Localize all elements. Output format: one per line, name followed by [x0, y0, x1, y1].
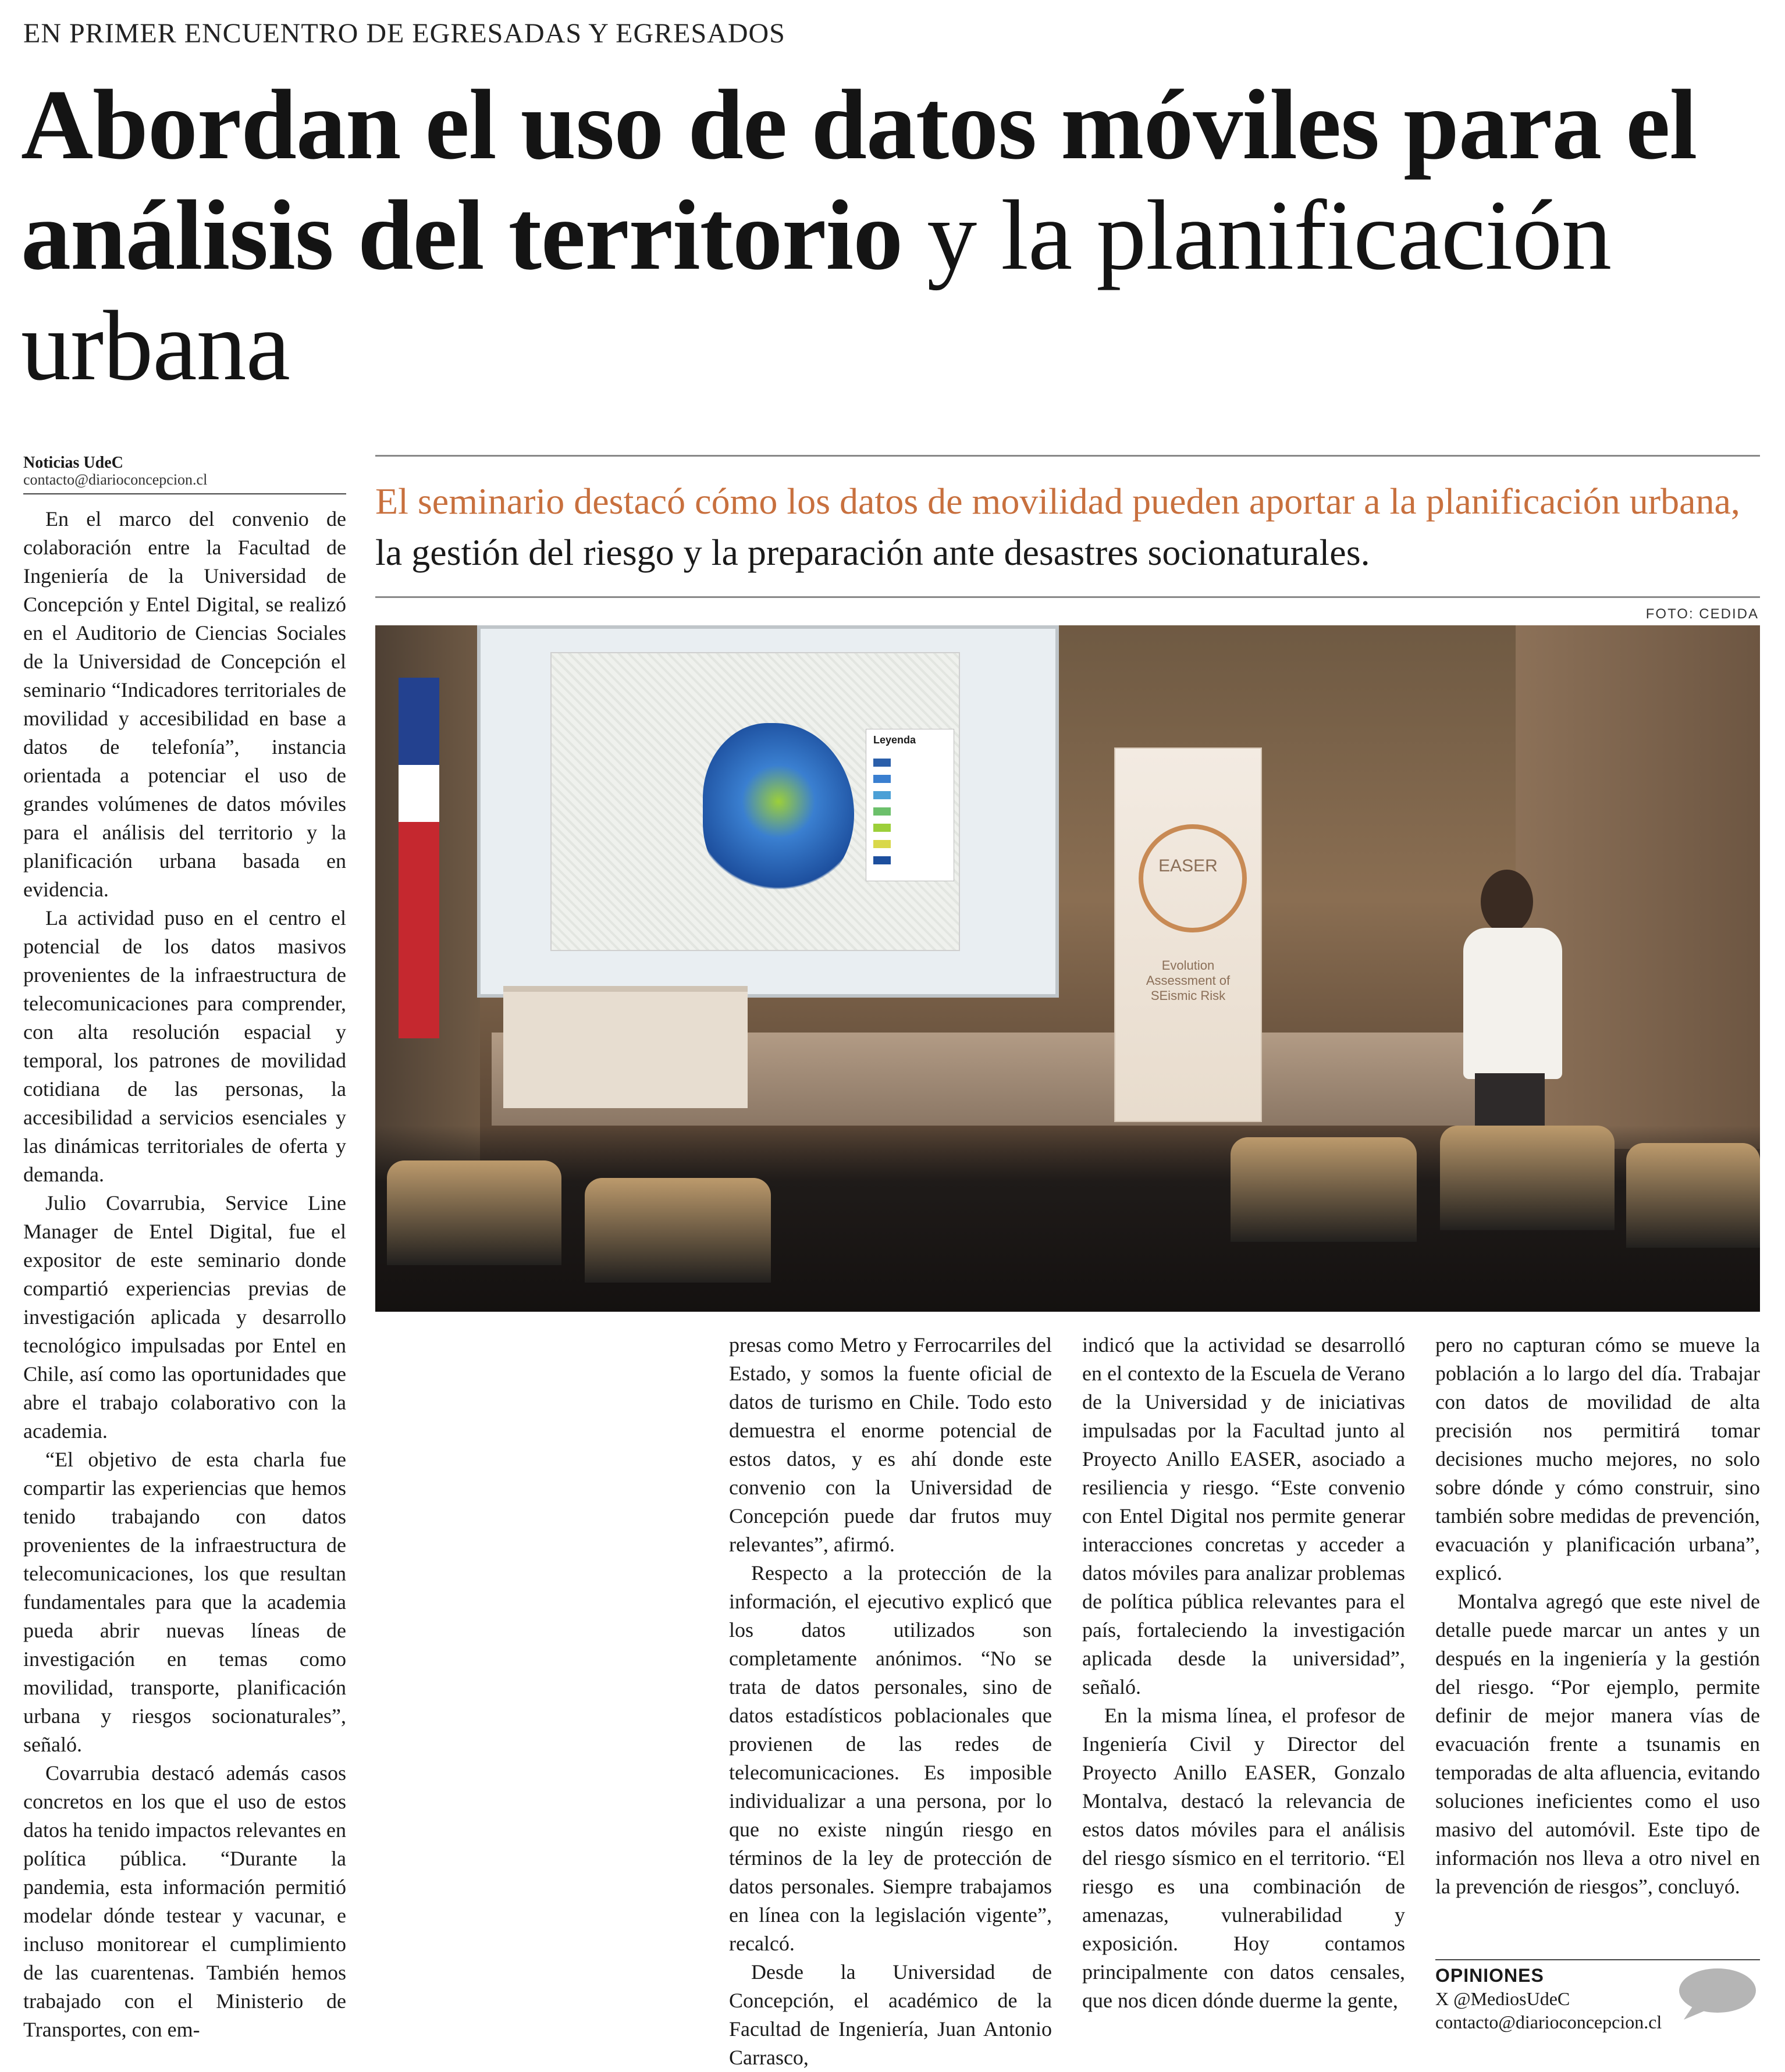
opinions-title: OPINIONES [1435, 1965, 1544, 1986]
paragraph: Respecto a la protección de la información, el ejecutivo explicó que los datos utilizados son completamente anónimos. “No se trata de datos personales, sino de datos estadísticos poblacionales que provienen de las redes de telecomunicaciones. Es imposible individualizar a una persona, por lo que no existe ningún riesgo en términos de la ley de protección de datos personales. Siempre trabajamos en línea con la legislación vigente”, recalcó. [729, 1561, 1052, 1955]
legend-swatch [873, 807, 891, 816]
headline-light: y la planificación urbana [21, 180, 1612, 401]
seat [1231, 1137, 1417, 1242]
kicker: EN PRIMER ENCUENTRO DE EGRESADAS Y EGRESADOS [23, 18, 785, 49]
banner-subtitle: Evolution Assessment of SEismic Risk [1146, 958, 1231, 1003]
deck-accent: El seminario destacó cómo los datos de movilidad pueden aportar a la planificación urbana, [375, 480, 1740, 522]
map-legend [866, 729, 954, 881]
audience-seats [375, 1126, 1760, 1312]
opinions-divider [1435, 1959, 1760, 1960]
photo-credit: FOTO: CEDIDA [1645, 606, 1759, 622]
map-legend-title: Leyenda [873, 734, 916, 746]
paragraph: Julio Covarrubia, Service Line Manager de Entel Digital, fue el expositor de este seminario donde compartió experiencias previas de investigación aplicada y desarrollo tecnológico impulsadas por Entel en Chile, así como las oportunidades que abre el trabajo colaborativo con la academia. [23, 1191, 346, 1443]
paragraph: Covarrubia destacó además casos concretos en los que el uso de estos datos ha tenido impactos relevantes en política pública. “Durante la pandemia, esta información permitió modelar dónde testear y vacunar, e incluso monitorear el cumplimiento de las cuarentenas. También hemos trabajado con el Ministerio de Transportes, con em- [23, 1761, 346, 2041]
banner-title: EASER [1158, 856, 1218, 875]
podium [503, 986, 748, 1108]
article-column-3 [1082, 1331, 1405, 2015]
headline-bold: Abordan el uso de datos móviles para el análisis del territorio [21, 70, 1697, 291]
speaker-head [1481, 870, 1533, 934]
seat [585, 1178, 771, 1283]
paragraph: indicó que la actividad se desarrolló en el contexto de la Escuela de Verano de la Universidad y de iniciativas impulsadas por la Facultad junto al Proyecto Anillo EASER, asociado a resiliencia y riesgo. “Este convenio con Entel Digital nos permite generar interacciones concretas y acceder a datos móviles para analizar problemas de política pública relevantes para el país, fortaleciendo la investigación aplicada desde la universidad”, señaló. [1082, 1333, 1405, 1699]
deck-divider-top [375, 455, 1760, 457]
article-column-2 [729, 1331, 1052, 2072]
chile-flag [399, 678, 439, 1038]
opinions-x-handle[interactable]: X @MediosUdeC [1435, 1988, 1570, 2009]
speaker-shirt [1463, 928, 1562, 1079]
paragraph: presas como Metro y Ferrocarriles del Estado, y somos la fuente oficial de datos de turismo en Chile. Todo esto demuestra el enorme potencial de estos datos, y es ahí donde este convenio con la Universidad de Concepción puede dar frutos muy relevantes”, afirmó. [729, 1333, 1052, 1556]
easer-banner [1114, 747, 1262, 1122]
seminar-photo [375, 625, 1760, 1312]
article-column-1 [23, 505, 346, 2044]
article-column-4 [1435, 1331, 1760, 1901]
paragraph: “El objetivo de esta charla fue compartir las experiencias que hemos tenido trabajando con datos provenientes de la infraestructura de telecomunicaciones, los que resultan fundamentales para que la academia pueda abrir nuevas líneas de investigación en temas como movilidad, transporte, planificación urbana y riesgos socionaturales”, señaló. [23, 1448, 346, 1756]
legend-swatch [873, 824, 891, 832]
speaker-figure [1452, 870, 1568, 1137]
byline-name: Noticias UdeC [23, 454, 123, 472]
headline [21, 70, 1708, 401]
projection-screen [477, 625, 1059, 998]
legend-swatch [873, 759, 891, 767]
speech-bubble-icon [1676, 1966, 1757, 2021]
deck-rest: la gestión del riesgo y la preparación ante desastres socionaturales. [375, 532, 1370, 573]
seat [1440, 1126, 1615, 1230]
paragraph: En la misma línea, el profesor de Ingeniería Civil y Director del Proyecto Anillo EASER, Gonzalo Montalva, destacó la relevancia de estos datos móviles para el análisis del riesgo sísmico en el territorio. “El riesgo es una combinación de amenazas, vulnerabilidad y exposición. Hoy contamos principalmente con datos censales, que nos dicen dónde duerme la gente, [1082, 1704, 1405, 2012]
byline-email[interactable]: contacto@diarioconcepcion.cl [23, 471, 208, 488]
deck [375, 476, 1760, 578]
paragraph: Desde la Universidad de Concepción, el académico de la Facultad de Ingeniería, Juan Antonio Carrasco, [729, 1960, 1052, 2069]
paragraph: Montalva agregó que este nivel de detalle puede marcar un antes y un después en la ingeniería y la gestión del riesgo. “Por ejemplo, permite definir de mejor manera vías de evacuación frente a tsunamis en temporadas de alta afluencia, evitando soluciones ineficientes como el uso masivo del automóvil. Este tipo de información nos lleva a otro nivel en la prevención de riesgos”, concluyó. [1435, 1590, 1760, 1898]
legend-swatch [873, 840, 891, 848]
paragraph: La actividad puso en el centro el potencial de los datos masivos provenientes de la infraestructura de telecomunicaciones para comprender, con alta resolución espacial y temporal, los patrones de movilidad cotidiana de las personas, la accesibilidad a servicios esenciales y las dinámicas territoriales de oferta y demanda. [23, 906, 346, 1186]
easer-logo-icon [1139, 824, 1247, 932]
deck-divider-bottom [375, 596, 1760, 598]
legend-swatch [873, 775, 891, 783]
legend-swatch [873, 856, 891, 864]
paragraph: En el marco del convenio de colaboración entre la Facultad de Ingeniería de la Universidad de Concepción y Entel Digital, se realizó en el Auditorio de Ciencias Sociales de la Universidad de Concepción el seminario “Indicadores territoriales de movilidad y accesibilidad en base a datos de telefonía”, instancia orientada a potenciar el uso de grandes volúmenes de datos móviles para el análisis del territorio y la planificación urbana basada en evidencia. [23, 507, 346, 901]
flag-canton [399, 678, 439, 765]
opinions-email[interactable]: contacto@diarioconcepcion.cl [1435, 2012, 1662, 2032]
legend-swatch [873, 791, 891, 799]
mobility-map [550, 652, 960, 951]
seat [1626, 1143, 1760, 1248]
paragraph: pero no capturan cómo se mueve la población a lo largo del día. Trabajar con datos de movilidad de alta precisión nos permitirá tomar decisiones mucho mejores, no solo sobre dónde y cómo construir, sino también sobre medidas de prevención, evacuación y planificación urbana”, explicó. [1435, 1333, 1760, 1585]
byline-divider [23, 493, 346, 494]
seat [387, 1160, 561, 1265]
